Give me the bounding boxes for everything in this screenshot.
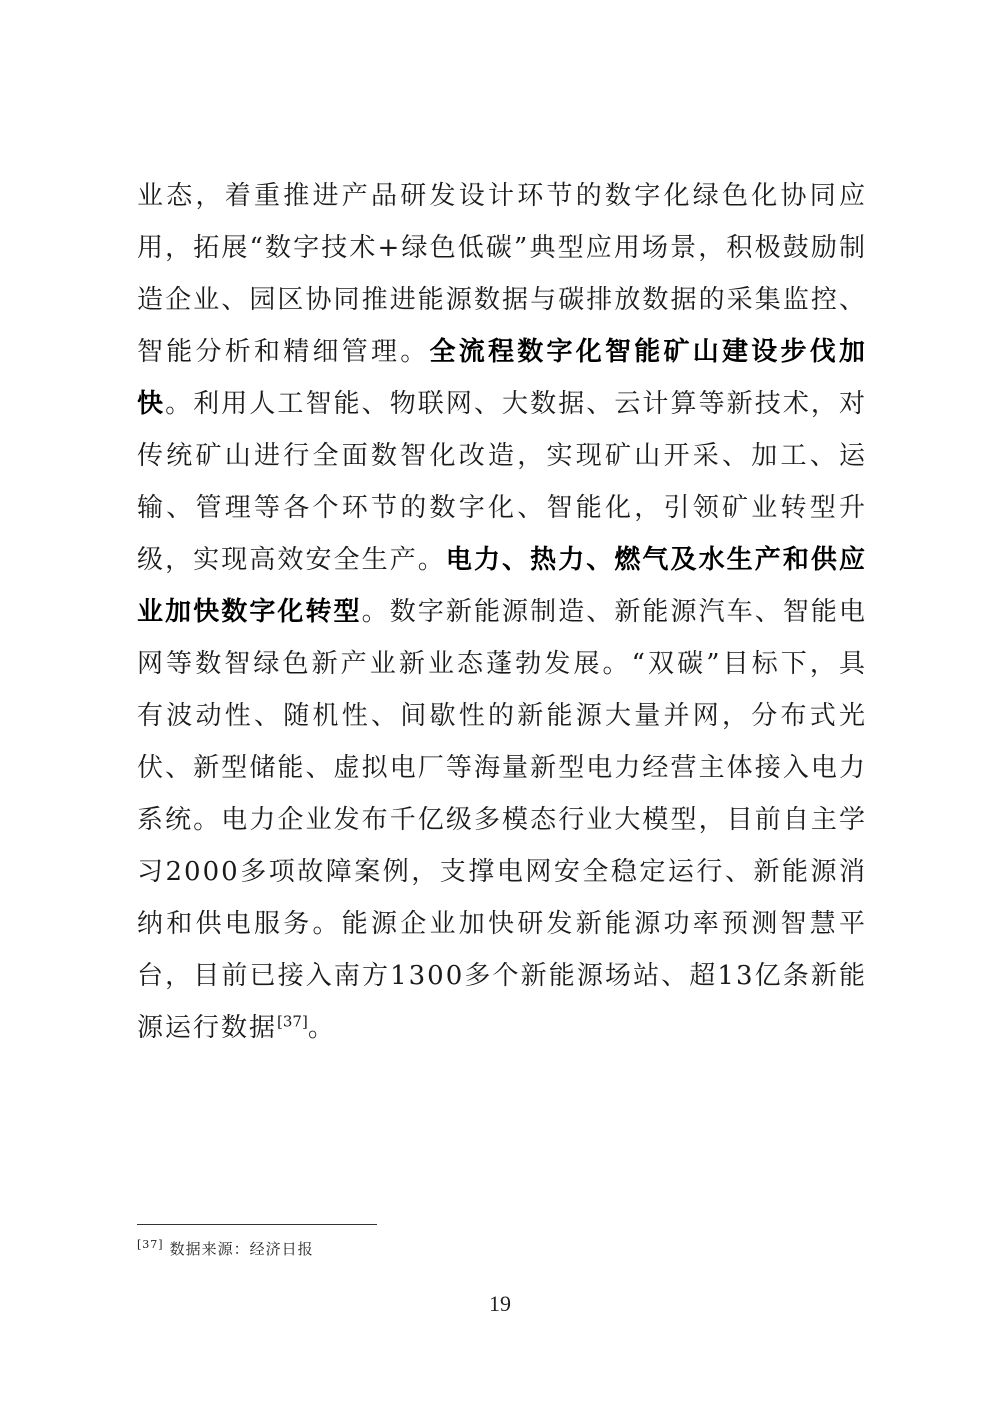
footnote-text: 数据来源：经济日报 <box>169 1240 314 1258</box>
utility-heading: 电力、热力、燃气及水生产和供应业加快数字化转型 <box>137 545 867 627</box>
closing-punctuation: 。 <box>307 1013 336 1043</box>
footnote-divider <box>137 1224 377 1225</box>
footnote <box>137 1238 314 1260</box>
footnote-reference[interactable]: [37] <box>277 1012 308 1031</box>
mining-text: 。利用人工智能、物联网、大数据、云计算等新技术，对传统矿山进行全面数智化改造，实现矿山开采、加工、运输、管理等各个环节的数字化、智能化，引领矿业转型升级，实现高效安全生产。 <box>137 389 867 575</box>
page-number: 19 <box>489 1291 511 1316</box>
body-paragraph <box>137 170 867 1054</box>
mining-heading: 全流程数字化智能矿山建设步伐加快 <box>137 337 867 419</box>
intro-text: 业态，着重推进产品研发设计环节的数字化绿色化协同应用，拓展“数字技术+绿色低碳”典型应用场景，积极鼓励制造企业、园区协同推进能源数据与碳排放数据的采集监控、智能分析和精细管理。 <box>137 181 867 367</box>
utility-text: 。数字新能源制造、新能源汽车、智能电网等数智绿色新产业新业态蓬勃发展。“双碳”目标下，具有波动性、随机性、间歇性的新能源大量并网，分布式光伏、新型储能、虚拟电厂等海量新型电力经营主体接入电力系统。电力企业发布千亿级多模态行业大模型，目前自主学习2000多项故障案例，支撑电网安全稳定运行、新能源消纳和供电服务。能源企业加快研发新能源功率预测智慧平台，目前已接入南方1300多个新能源场站、超13亿条新能源运行数据 <box>137 597 867 1043</box>
footnote-marker: [37] <box>137 1238 164 1251</box>
